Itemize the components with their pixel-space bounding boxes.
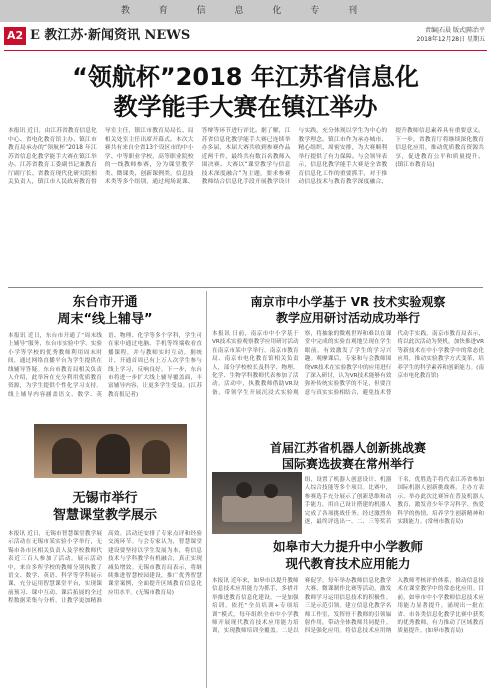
wuxi-title-line2: 智慧课堂教学展示 [52, 508, 157, 523]
section-title: E 教江苏·新闻资讯 NEWS [30, 28, 191, 43]
competition-table [222, 496, 292, 522]
nanjing-title-line2: 教学应用研讨活动成功举行 [275, 311, 420, 325]
dongtai-title-line2: 周末“线上辅导” [57, 312, 153, 327]
dongtai-title-line1: 东台市开通 [72, 295, 138, 310]
rugao-article-body: 本报讯 近年来，如皋市以提升教师信息技术应用能力为抓手，多措并举推进教育信息化建设。一是加强培训。依托“全员培训+专项培训”模式，每年组织全市中小学教师开展现代教育技术应用能力培训，实现教师培训全覆盖。二是以赛促学。每年举办教师信息化教学大赛、微课制作比赛等活动，激发教师学习运用信息技术的积极性。三是示范引领。建立信息化教学名师工作室，发挥骨干教师的引领辐射作用，带动全体教师共同提升。四是强化应用。将信息技术应用纳入教师考核评价体系，推动信息技术在课堂教学中的常态化应用。目前，如皋市中小学教师信息技术应用能力显著提升，涌现出一批在省、市各类信息化教学比赛中获奖的优秀教师，有力推动了区域教育质量提升。(如皋市教育局) [212, 578, 484, 635]
section-banner: 教 育 信 息 化 专 刊 [0, 0, 491, 22]
dongtai-article-body: 本报讯 近日，东台市开通了“周末线上辅导”服务，东台市实验中学、实验小学等学校的优秀教师利用周末时间，通过网络直播平台为学生提供在线辅导答疑。东台市教育局相关负责人介绍，此举旨在充分利用优质教育资源，为学生提供个性化学习支持。线上辅导内容涵盖语文、数学、英语、物理、化学等多个学科，学生可在家中通过电脑、手机等终端收看直播课程，并与教师实时互动。据统计，开通首周已有上万人次学生参与线上学习，反响良好。下一步，东台市将进一步扩大线上辅导覆盖面，丰富辅导内容，让更多学生受益。(江苏教育报记者) [8, 333, 202, 398]
wuxi-title [8, 490, 202, 524]
robot-contest-photo [212, 472, 302, 534]
header-rule [4, 50, 487, 51]
changzhou-article-body: 组，设置了机器人创意设计、机器人综合技能等多个项目。比赛中，参赛选手充分展示了创新思维和动手能力，用自己设计搭建的机器人完成了各项挑战任务。经过激烈角逐，最终评选出一、二、三等奖若干名，优胜选手将代表江苏省参加国际机器人创新挑战赛。主办方表示，举办此次比赛旨在普及机器人教育，激发青少年学习科学、热爱科学的热情，培养学生创新精神和实践能力。(常州市教育局) [304, 477, 484, 526]
column-divider [206, 291, 207, 688]
nanjing-title [212, 294, 484, 326]
changzhou-title [212, 440, 484, 472]
main-headline-line1: “领航杯”2018 年江苏省信息化 [72, 63, 419, 91]
students-class-photo [34, 424, 187, 478]
section-divider [8, 287, 483, 288]
participant-figure [236, 482, 252, 498]
rugao-title [212, 538, 484, 572]
rugao-title-line2: 现代教育技术应用能力 [285, 556, 411, 571]
wuxi-article-body: 本报讯 近日，无锡市智慧课堂教学展示活动在无锡市某实验小学举行，无锡市各市区相关负责人及学校教师代表近三百人参加了活动。展示活动中，来自多所学校的教师分别执教了语文、数学、英语、科学等学科展示课，充分运用智慧课堂平台，实现课前预习、课中互动、课后拓展的全过程数据采集与分析，让教学更加精准高效。活动还安排了专家点评和经验交流环节。与会专家认为，智慧课堂建设要坚持以学生发展为本，将信息技术与学科教学有机融合，真正实现减负增效。无锡市教育局表示，将继续推进智慧校园建设，推广优秀智慧课堂案例，全面提升区域教育信息化应用水平。(无锡市教育局) [8, 531, 202, 605]
participant-figure [264, 484, 278, 498]
changzhou-title-line1: 首届江苏省机器人创新挑战赛 [269, 441, 426, 455]
student-figure [142, 440, 170, 474]
wuxi-title-line1: 无锡市举行 [72, 491, 138, 506]
main-headline [0, 62, 491, 122]
page-number: A2 [4, 27, 26, 45]
main-article-body: 本报讯 近日，由江苏省教育信息化中心、省电化教育馆主办、镇江市教育局承办的“领航杯”2018 年江苏省信息化教学能手大赛在镇江举办。江苏省教育工委副书记兼教育厅副厅长、省教育现代化研究院相关负责人，镇江市人民政府教育督导室主任，镇江市教育局局长、局相关处室主任出席开幕式。本次大赛共有来自全省13个设区市的中小学、中等职业学校、高等职业院校的一线教师参赛，分为课堂教学类、微课类、创新课例类、信息技术类等多个组别，通过现场说课、答辩等环节进行评比。据了解，江苏省信息化教学能手大赛已连续举办多届，本届大赛共收到参赛作品近两千件，最终共有数百名教师入围决赛。大赛以“课堂教学与信息技术深度融合”为主题，要求参赛教师结合信息化手段开展教学设计与实践，充分体现以学生为中心的教学理念。镇江市作为承办城市，精心组织、周密安排，为大赛顺利举行提供了有力保障。与会领导表示，信息化教学能手大赛是全省教育信息化工作的重要抓手，对于推动信息技术与教育教学深度融合、提升教师信息素养具有重要意义。下一步，省教育厅将继续深化教育信息化应用，推动优质教育资源共享，促进教育公平和质量提升。(镇江市教育局) [8, 128, 484, 186]
main-headline-line2: 教学能手大赛在镇江举办 [113, 93, 378, 121]
page-header [0, 26, 491, 48]
nanjing-article-body: 本报讯 日前，南京市中小学基于VR技术实验观察教学应用研讨活动在南京市某中学举行。南京市教育局、南京市电化教育馆相关负责人，部分学校校长及科学、物理、化学、生物学科教师代表参加了活动。活动中，执教教师借助VR设备，带领学生开展沉浸式实验观察，将抽象的微观世界和难以在课堂中完成的实验直观地呈现在学生眼前，有效激发了学生的学习兴趣。观摩课后，专家和与会教师围绕VR技术在实验教学中的应用进行了深入研讨，认为VR技术能够有效弥补传统实验教学的不足，但要注意与真实实验相结合，避免技术替代动手实践。南京市教育局表示，将以此次活动为契机，加快推进VR等新技术在中小学教学中的常态化应用，推动实验教学方式变革，培养学生的科学素养和创新能力。(南京市电化教育馆) [212, 331, 484, 396]
nanjing-title-line1: 南京市中小学基于 VR 技术实验观察 [250, 295, 446, 309]
changzhou-title-line2: 国际赛选拔赛在常州举行 [281, 457, 414, 471]
student-figure [96, 434, 130, 474]
student-figure [52, 438, 82, 474]
dongtai-title [8, 294, 202, 328]
issue-meta [417, 26, 485, 44]
date-line: 2018年12月28日 星期五 [416, 36, 485, 43]
rugao-title-line1: 如皋市大力提升中小学教师 [272, 539, 423, 554]
editor-line: 责编|石晨 版式|陈治平 [425, 27, 485, 34]
